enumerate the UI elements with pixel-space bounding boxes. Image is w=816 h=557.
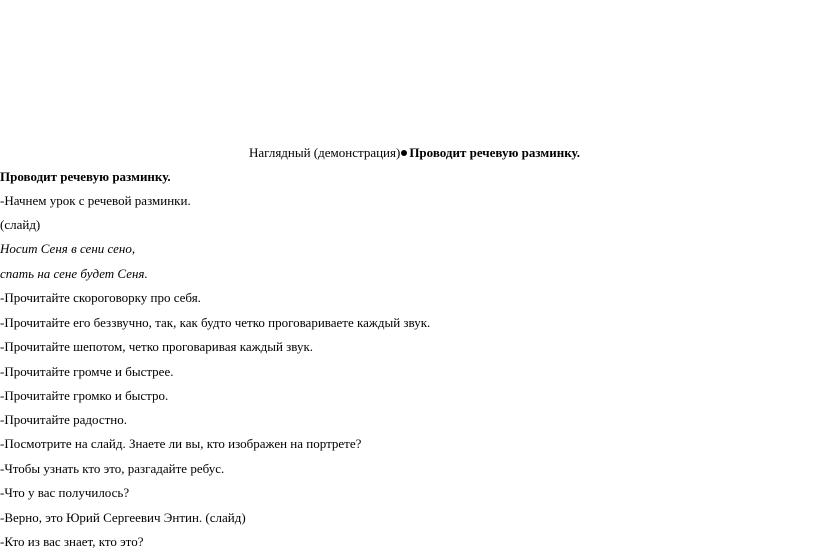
text-line: -Что у вас получилось?	[0, 485, 130, 500]
text-line: -Начнем урок с речевой разминки.	[0, 193, 191, 208]
bullet-icon	[401, 150, 407, 156]
text-line: -Прочитайте громче и быстрее.	[0, 364, 174, 379]
section-heading: Проводит речевую разминку.	[0, 169, 171, 184]
text-line: (слайд)	[0, 217, 41, 232]
text-line: -Прочитайте шепотом, четко проговаривая каждый звук.	[0, 339, 314, 354]
method-header	[249, 145, 580, 161]
method-label: Наглядный (демонстрация)	[249, 145, 401, 160]
text-line: -Посмотрите на слайд. Знаете ли вы, кто изображен на портрете?	[0, 436, 362, 451]
text-line: -Прочитайте его беззвучно, так, как будто четко проговариваете каждый звук.	[0, 315, 431, 330]
text-line: -Прочитайте скороговорку про себя.	[0, 290, 201, 305]
text-line: -Чтобы узнать кто это, разгадайте ребус.	[0, 461, 225, 476]
tongue-twister-line: спать на сене будет Сеня.	[0, 266, 148, 281]
text-line: -Кто из вас знает, кто это?	[0, 534, 144, 549]
text-line: -Прочитайте радостно.	[0, 412, 128, 427]
method-action: Проводит речевую разминку.	[409, 145, 580, 160]
text-line: -Верно, это Юрий Сергеевич Энтин. (слайд)	[0, 510, 246, 525]
tongue-twister-line: Носит Сеня в сени сено,	[0, 241, 136, 256]
text-line: -Прочитайте громко и быстро.	[0, 388, 169, 403]
